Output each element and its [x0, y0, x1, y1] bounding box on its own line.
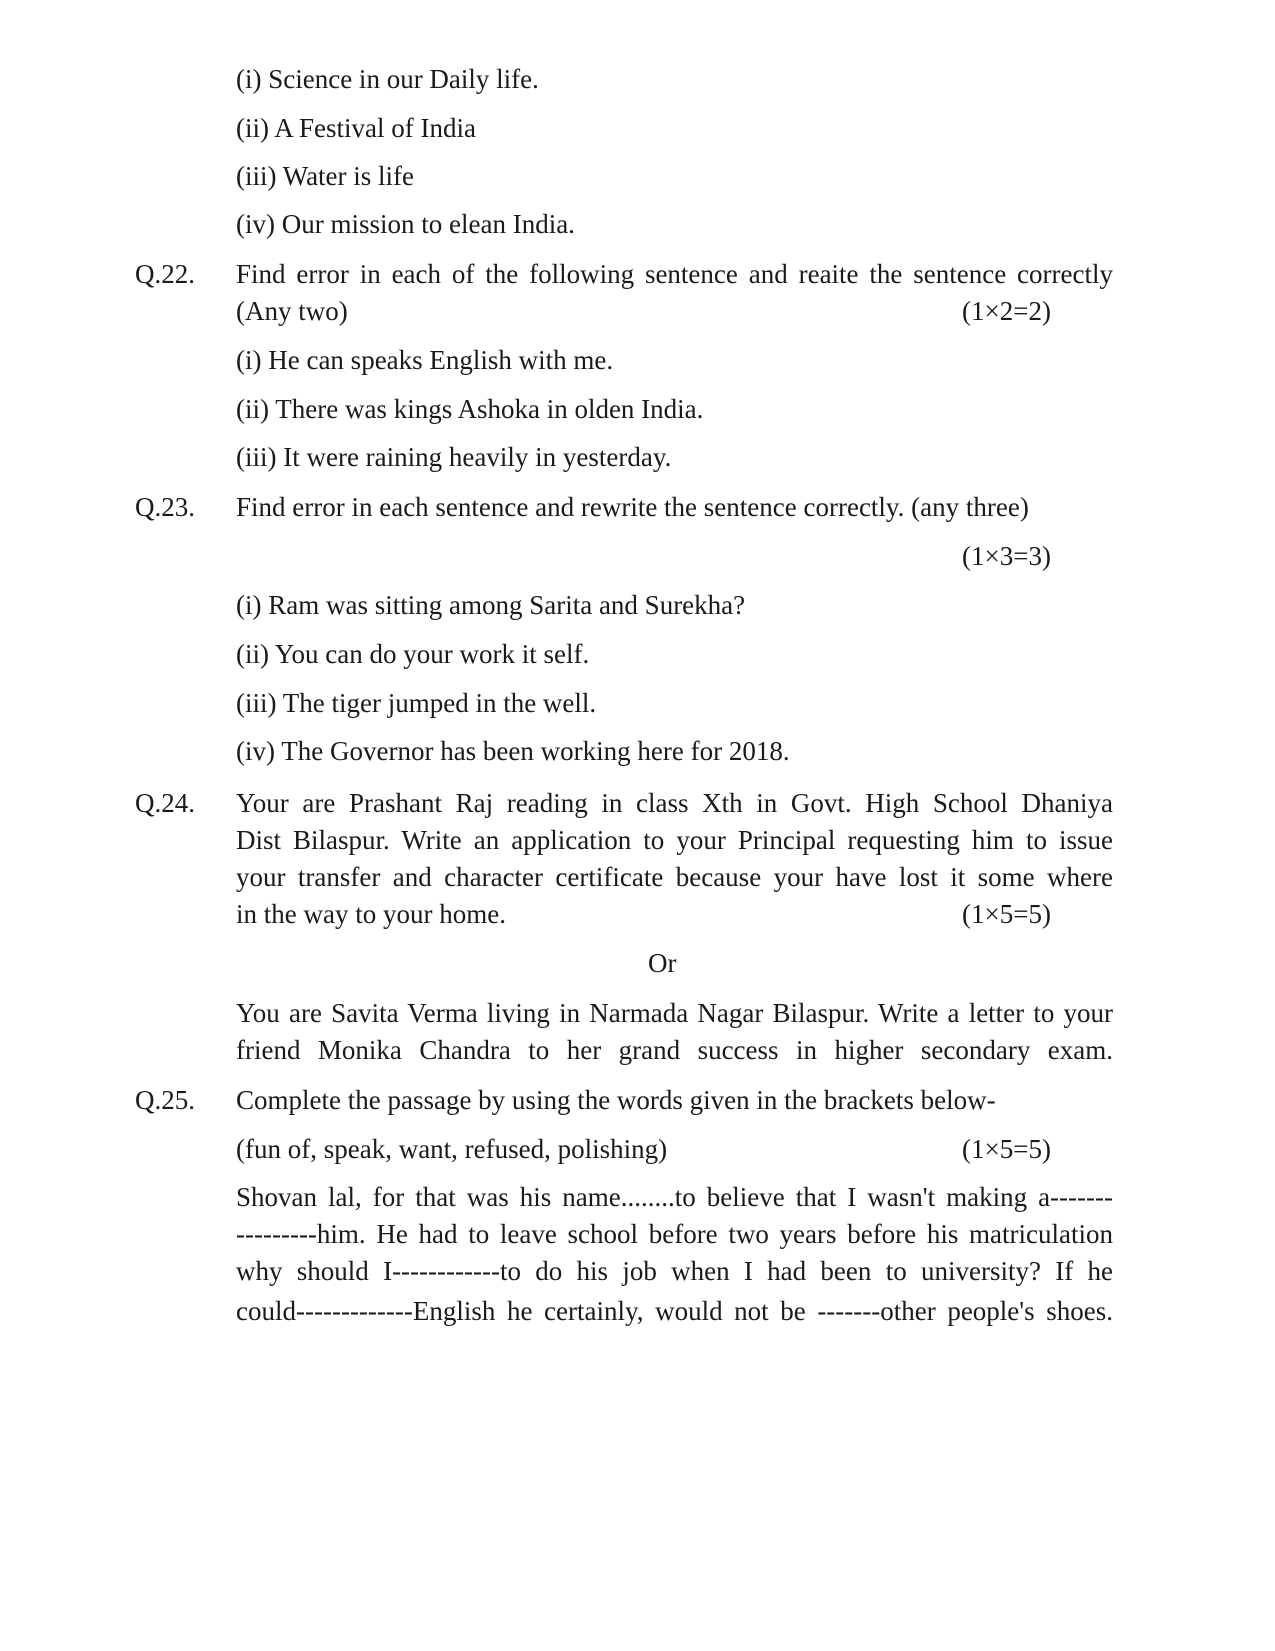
question-item: (ii) There was kings Ashoka in olden India. — [236, 394, 704, 424]
question-number: Q.23. — [135, 492, 195, 522]
question-marks: (1×2=2) — [962, 296, 1051, 326]
word-bank: (fun of, speak, want, refused, polishing) — [236, 1134, 668, 1164]
question-marks: (1×5=5) — [962, 899, 1051, 929]
question-line: Dist Bilaspur. Write an application to your Principal requesting him to issue — [236, 827, 1113, 855]
question-item: (iv) The Governor has been working here for 2018. — [236, 736, 790, 766]
question-number: Q.24. — [135, 788, 195, 818]
question-number: Q.22. — [135, 259, 195, 289]
question-item: (iii) The tiger jumped in the well. — [236, 688, 597, 718]
question-line: Your are Prashant Raj reading in class Xth in Govt. High School Dhaniya — [236, 790, 1113, 818]
passage-line: ---------him. He had to leave school before two years before his matriculation — [236, 1221, 1113, 1249]
question-text: Find error in each sentence and rewrite the sentence correctly. (any three) — [236, 492, 1029, 522]
passage-line: Shovan lal, for that was his name........to believe that I wasn't making a------- — [236, 1184, 1113, 1212]
passage-line: could-------------English he certainly, would not be -------other people's shoes. — [236, 1298, 1113, 1326]
question-number: Q.25. — [135, 1085, 195, 1115]
question-marks: (1×5=5) — [962, 1134, 1051, 1164]
question-line: friend Monika Chandra to her grand success in higher secondary exam. — [236, 1037, 1113, 1065]
question-note: (Any two) — [236, 296, 348, 326]
passage-line: why should I------------to do his job when I had been to university? If he — [236, 1258, 1113, 1286]
essay-topic: (iv) Our mission to elean India. — [236, 209, 575, 239]
question-item: (i) He can speaks English with me. — [236, 345, 614, 375]
question-text: Find error in each of the following sentence and reaite the sentence correctly — [236, 261, 1113, 289]
or-divider: Or — [648, 948, 677, 978]
question-item: (ii) You can do your work it self. — [236, 639, 590, 669]
question-line: your transfer and character certificate because your have lost it some where — [236, 864, 1113, 892]
question-line: You are Savita Verma living in Narmada Nagar Bilaspur. Write a letter to your — [236, 1000, 1113, 1028]
question-marks: (1×3=3) — [962, 541, 1051, 571]
question-item: (iii) It were raining heavily in yesterday. — [236, 442, 672, 472]
question-item: (i) Ram was sitting among Sarita and Surekha? — [236, 590, 746, 620]
essay-topic: (i) Science in our Daily life. — [236, 64, 539, 94]
question-line: in the way to your home. — [236, 899, 506, 929]
essay-topic: (iii) Water is life — [236, 161, 415, 191]
question-text: Complete the passage by using the words given in the brackets below- — [236, 1085, 996, 1115]
essay-topic: (ii) A Festival of India — [236, 113, 476, 143]
